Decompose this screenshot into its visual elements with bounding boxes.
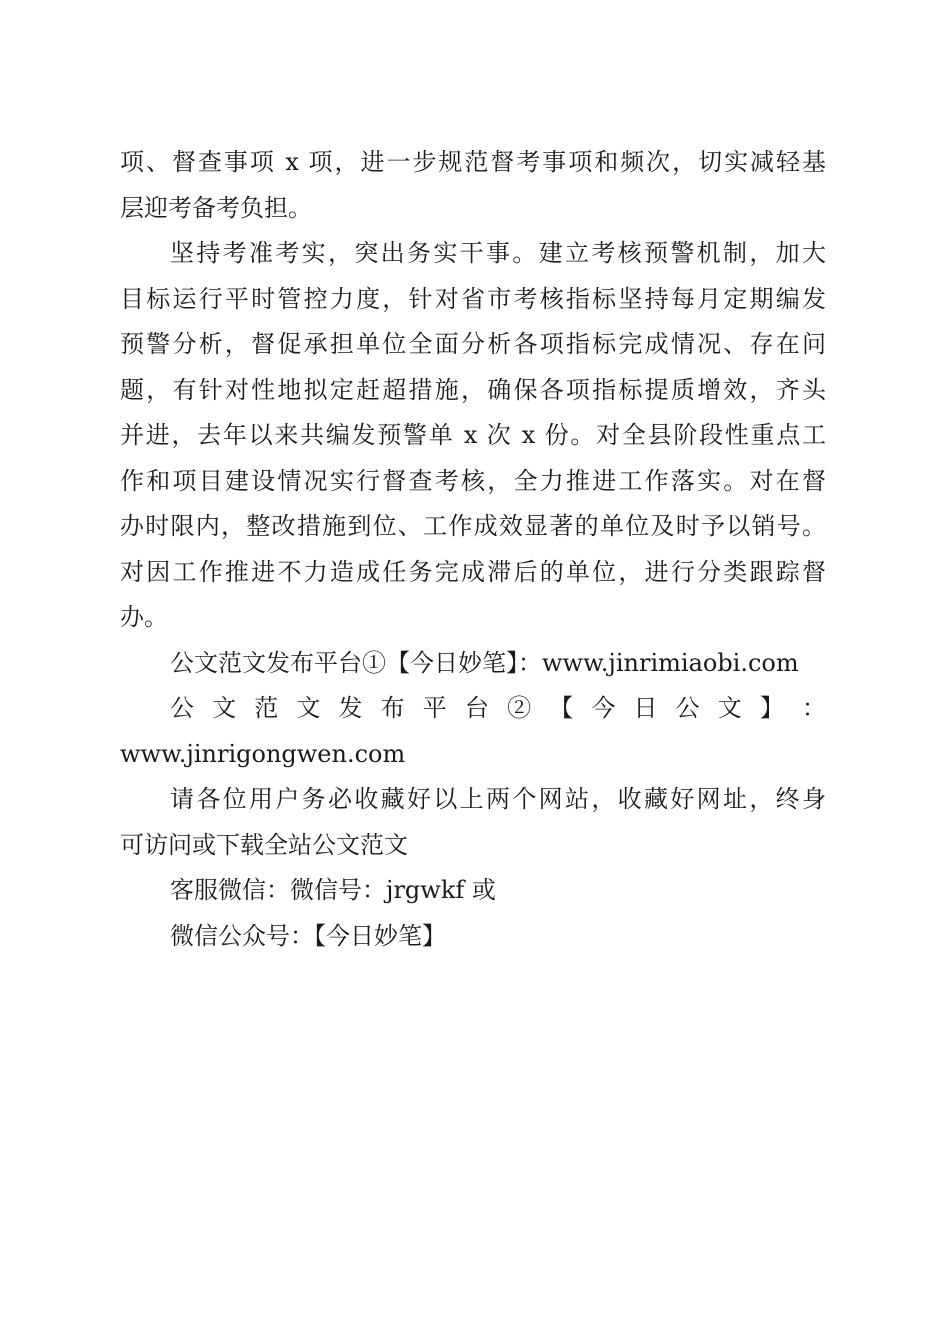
platform-links: [120, 641, 826, 778]
text-line: 坚持考准考实，突出务实干事。建立考核预警机制，加大: [170, 239, 826, 267]
text-line: 并进，去年以来共编发预警单 x 次 x 份。对全县阶段性重点工: [120, 421, 826, 449]
platform-1-link[interactable]: 公文范文发布平台①【今日妙笔】：www.jinrimiaobi.com: [170, 648, 799, 677]
platform-2-url[interactable]: www.jinrigongwen.com: [120, 739, 406, 768]
platform-2-label: 公 文 范 文 发 布 平 台 ② 【 今 日 公 文 】 ：: [170, 694, 826, 722]
bookmark-notice: [120, 777, 826, 868]
text-line: 目标运行平时管控力度，针对省市考核指标坚持每月定期编发: [120, 284, 826, 313]
text-line: 项、督查事项 x 项，进一步规范督考事项和频次，切实减轻基: [120, 148, 826, 176]
text-line: 办。: [120, 603, 168, 631]
text-line: 层迎考备考负担。: [120, 193, 312, 222]
document-body: [120, 140, 826, 959]
text-line: 可访问或下载全站公文范文: [120, 830, 408, 859]
official-account: 微信公众号：【今日妙笔】: [170, 921, 446, 950]
text-line: 题，有针对性地拟定赶超措施，确保各项指标提质增效，齐头: [120, 375, 826, 404]
paragraph-assessment: [120, 231, 826, 641]
text-line: 对因工作推进不力造成任务完成滞后的单位，进行分类跟踪督: [120, 557, 826, 586]
text-line: 作和项目建设情况实行督查考核，全力推进工作落实。对在督: [120, 466, 826, 495]
contact-info: [120, 868, 826, 959]
text-line: 预警分析，督促承担单位全面分析各项指标完成情况、存在问: [120, 330, 826, 358]
text-line: 办时限内，整改措施到位、工作成效显著的单位及时予以销号。: [120, 512, 826, 540]
paragraph-tail: [120, 140, 826, 231]
service-wechat: 客服微信：微信号：jrgwkf 或: [170, 876, 496, 904]
text-line: 请各位用户务必收藏好以上两个网站，收藏好网址，终身: [170, 785, 826, 813]
